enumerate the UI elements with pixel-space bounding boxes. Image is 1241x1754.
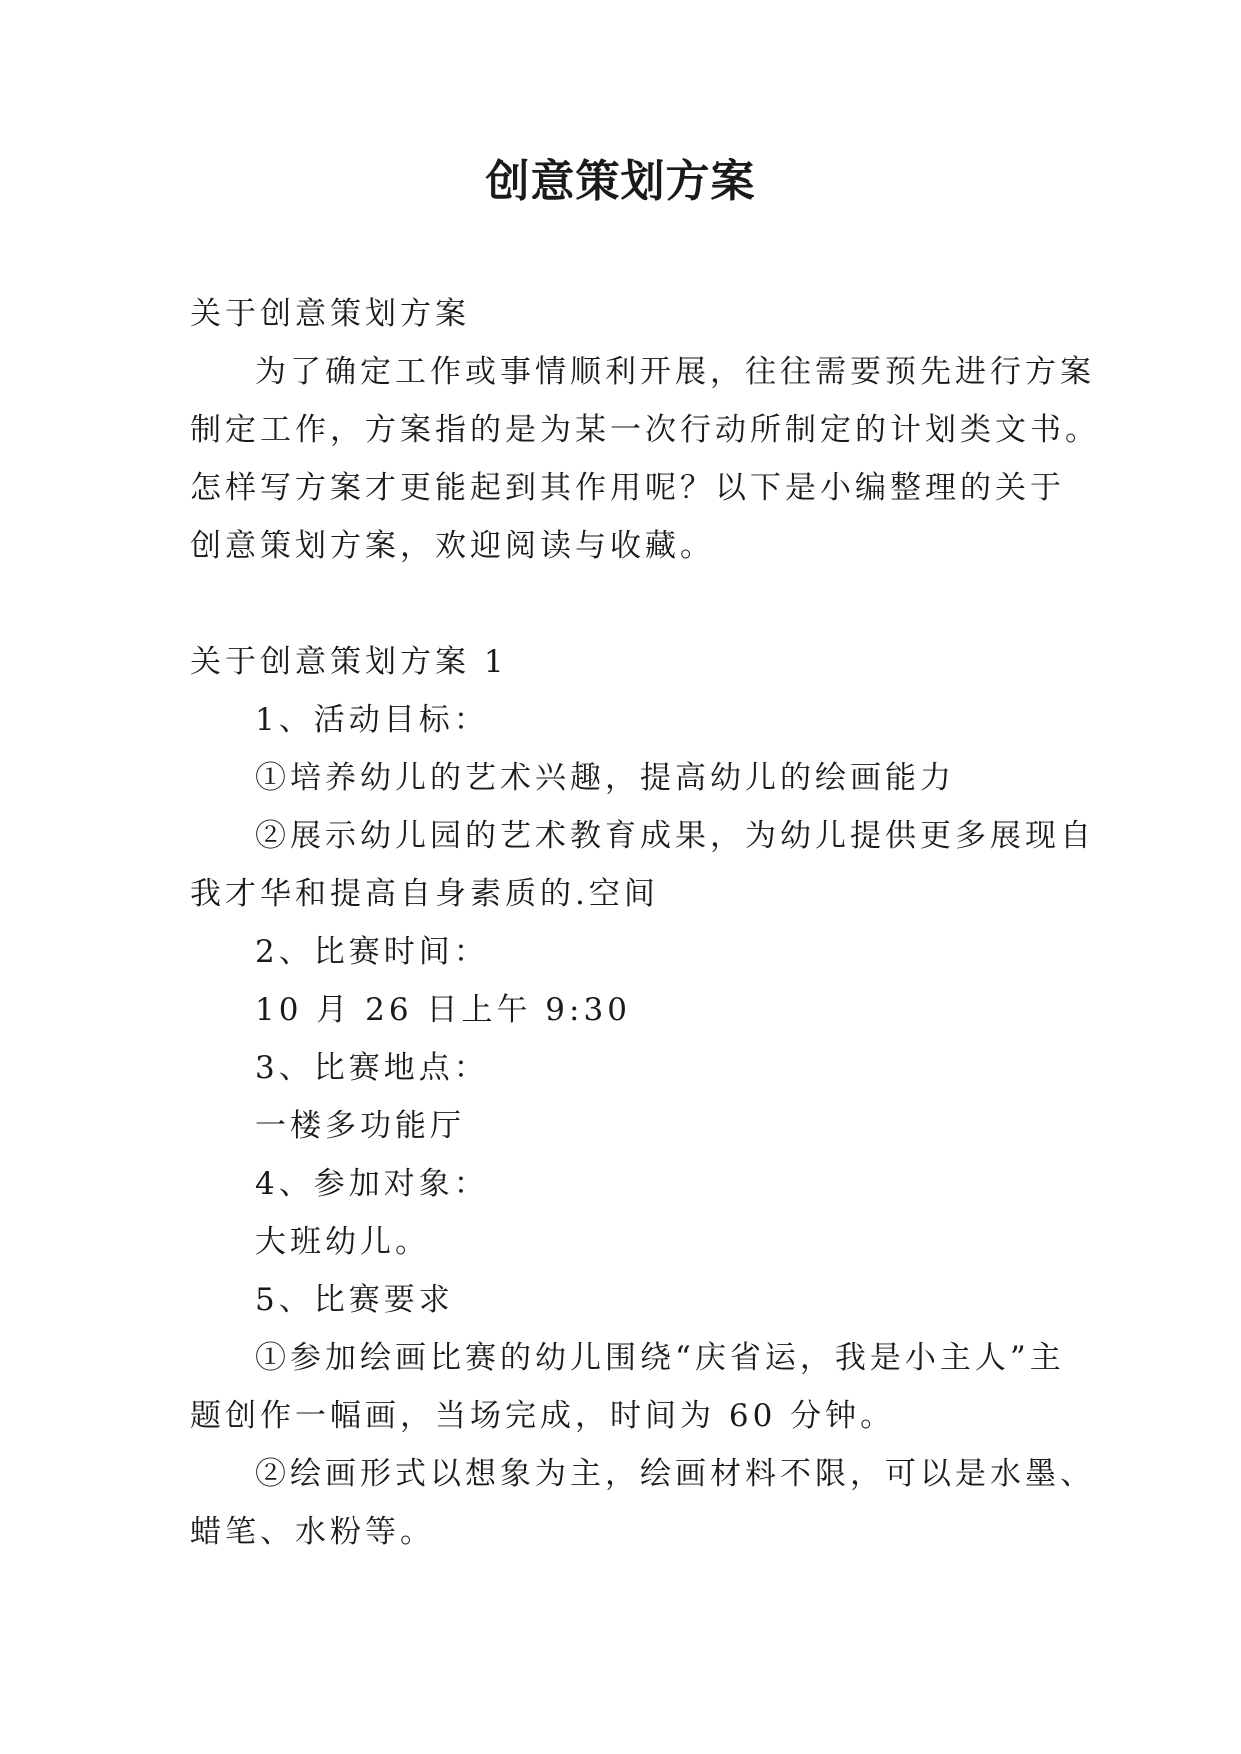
competition-time-value: 10 月 26 日上午 9:30 bbox=[255, 992, 631, 1028]
goal-item: ①培养幼儿的艺术兴趣，提高幼儿的绘画能力 bbox=[255, 760, 955, 796]
activity-goal-label: 1、活动目标： bbox=[255, 702, 489, 738]
requirement-item-continuation: 蜡笔、水粉等。 bbox=[190, 1514, 435, 1550]
document-title: 创意策划方案 bbox=[485, 156, 756, 207]
intro-paragraph-line: 制定工作，方案指的是为某一次行动所制定的计划类文书。 bbox=[190, 412, 1100, 448]
intro-paragraph-line: 为了确定工作或事情顺利开展，往往需要预先进行方案 bbox=[255, 354, 1095, 390]
goal-item: ②展示幼儿园的艺术教育成果，为幼儿提供更多展现自 bbox=[255, 818, 1095, 854]
participants-label: 4、参加对象： bbox=[255, 1166, 489, 1202]
requirement-item: ①参加绘画比赛的幼儿围绕“庆省运，我是小主人”主 bbox=[255, 1340, 1065, 1376]
requirement-item: ②绘画形式以想象为主，绘画材料不限，可以是水墨、 bbox=[255, 1456, 1095, 1492]
competition-requirements-label: 5、比赛要求 bbox=[255, 1282, 454, 1318]
competition-time-label: 2、比赛时间： bbox=[255, 934, 489, 970]
goal-item-continuation: 我才华和提高自身素质的.空间 bbox=[190, 876, 659, 912]
intro-paragraph-line: 怎样写方案才更能起到其作用呢？以下是小编整理的关于 bbox=[190, 470, 1065, 506]
intro-heading: 关于创意策划方案 bbox=[190, 296, 470, 332]
participants-value: 大班幼儿。 bbox=[255, 1224, 430, 1260]
competition-location-value: 一楼多功能厅 bbox=[255, 1108, 465, 1144]
requirement-item-continuation: 题创作一幅画，当场完成，时间为 60 分钟。 bbox=[190, 1398, 896, 1434]
intro-paragraph-line: 创意策划方案，欢迎阅读与收藏。 bbox=[190, 528, 715, 564]
section-heading: 关于创意策划方案 1 bbox=[190, 644, 508, 680]
competition-location-label: 3、比赛地点： bbox=[255, 1050, 489, 1086]
